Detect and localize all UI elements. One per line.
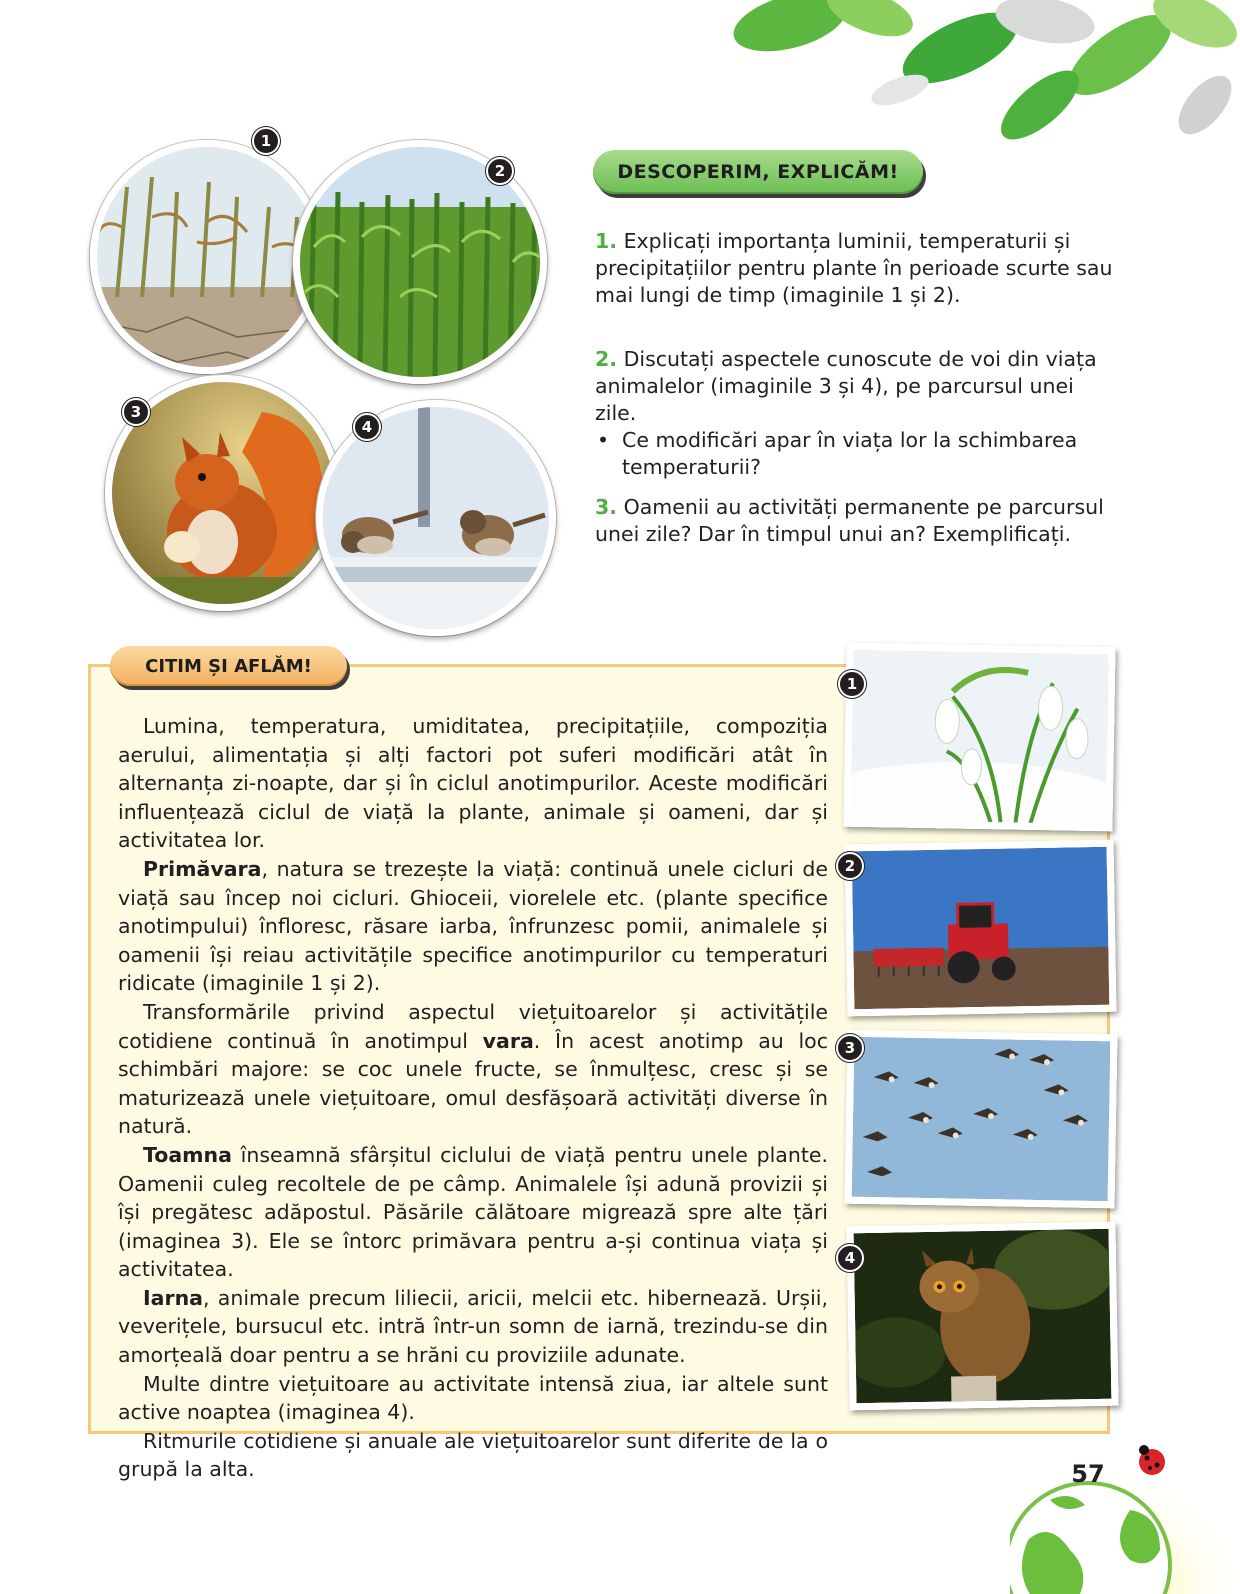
question-text: Discutați aspectele cunoscute de voi din viața animalelor (imaginile 3 și 4), pe parcursul unei zile. [595,347,1097,425]
question-2 [595,346,1115,481]
read-section-label: CITIM ȘI AFLĂM! [110,646,347,686]
season-winter: Iarna [143,1285,203,1310]
paragraph-text: . În acest anotimp au loc schimbări majore: se coc unele fructe, se înmulțesc, cresc și se maturizează unele viețuitoare, omul desfășoară activități diverse în natură. [118,1028,828,1139]
paragraph: Lumina, temperatura, umiditatea, precipitațiile, compoziția aerului, alimentația și alți factori pot suferi modificări atât în alternanța zi-noapte, dar și în ciclul anotimpurilor. Aceste modificări influențează ciclul de viață la plante, animale și oameni, dar și activitatea lor. [118,714,828,853]
paragraph [118,1284,828,1370]
image-number-badge: 4 [353,413,381,441]
photo-sparrows [316,400,556,636]
season-spring: Primăvara [143,856,262,881]
photo-geese [845,1030,1118,1209]
image-number-badge: 4 [836,1244,864,1272]
paragraph: Ritmurile cotidiene și anuale ale viețuitoarelor sunt diferite de la o grupă la alta. [118,1428,828,1482]
image-number-badge: 3 [122,398,150,426]
image-number-badge: 2 [836,852,864,880]
question-bullet [595,427,1115,481]
paragraph-text: Transformările privind aspectul viețuitoarelor și activitățile cotidiene continuă în anotimpul [118,999,828,1053]
season-autumn: Toamna [143,1142,232,1167]
page-number: 57 [1071,1460,1105,1488]
question-number: 2. [595,347,618,371]
photo-tractor [845,840,1117,1017]
bullet-text: Ce modificări apar în viața lor la schimbarea temperaturii? [622,428,1078,479]
image-number-badge: 1 [252,127,280,155]
globe-icon [1010,1420,1240,1594]
photo-snowdrops [843,643,1115,832]
image-number-badge: 2 [486,157,514,185]
paragraph [118,855,828,998]
discover-section-label: DESCOPERIM, EXPLICĂM! [593,150,923,194]
decorative-leaves [0,0,1240,140]
question-text: Explicați importanța luminii, temperaturii și precipitațiilor pentru plante în perioade scurte sau mai lungi de timp (imaginile 1 și 2). [595,229,1113,307]
paragraph [118,1141,828,1284]
image-number-badge: 1 [838,670,866,698]
paragraph [118,998,828,1141]
question-text: Oamenii au activități permanente pe parcursul unei zile? Dar în timpul unui an? Exemplificați. [595,495,1104,546]
photo-dry-corn [90,140,324,374]
bullet-mark: • [597,428,610,452]
paragraph-text: , natura se trezește la viață: continuă unele cicluri de viață sau încep noi cicluri. Ghioceii, viorelele etc. (plante specifice anotimpului) înfloresc, răsare iarba, înfrunzesc pomii, animalele și oamenii își reiau activitățile specifice anotimpurilor cu temperaturi ridicate (imaginile 1 și 2). [118,856,828,996]
question-1 [595,228,1115,309]
question-3 [595,494,1115,548]
question-number: 1. [595,229,618,253]
photo-owl [846,1222,1118,1411]
paragraph-text: înseamnă sfârșitul ciclului de viață pentru unele plante. Oamenii culeg recoltele de pe câmp. Animalele își adună provizii și își pregătesc adăpostul. Păsările călătoare migrează spre alte țări (imaginea 3). Ele se întorc primăvara pentru a-și continua viața și activitatea. [118,1142,828,1282]
image-number-badge: 3 [836,1034,864,1062]
paragraph-text: , animale precum liliecii, aricii, melcii etc. hibernează. Urșii, veverițele, bursucul etc. intră într-un somn de iarnă, trezindu-se din amorțeală doar pentru a se hrăni cu proviziile adunate. [118,1285,828,1368]
season-summer: vara [482,1028,534,1053]
reading-text [118,712,828,1484]
paragraph: Multe dintre viețuitoare au activitate intensă ziua, iar altele sunt active noaptea (imaginea 4). [118,1371,828,1425]
question-number: 3. [595,495,618,519]
